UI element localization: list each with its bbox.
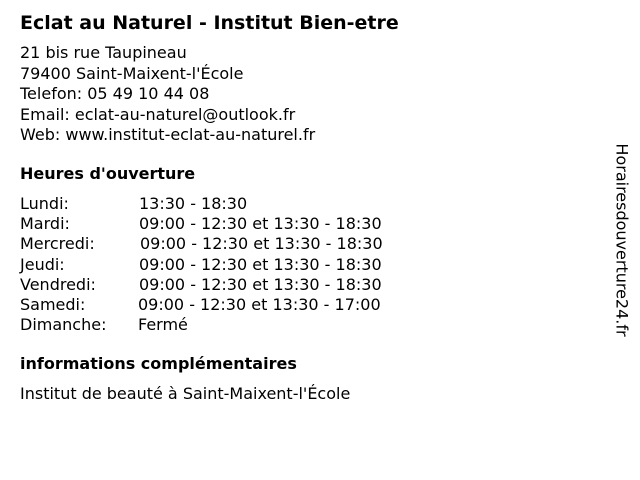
additional-info-heading: informations complémentaires bbox=[20, 354, 297, 373]
time-range: 09:00 - 12:30 et 13:30 - 18:30 bbox=[139, 254, 382, 274]
phone-number: Telefon: 05 49 10 44 08 bbox=[20, 84, 210, 103]
time-range: 13:30 - 18:30 bbox=[139, 194, 248, 213]
business-title: Eclat au Naturel - Institut Bien-etre bbox=[20, 12, 399, 34]
day-label: Mercredi: bbox=[20, 234, 95, 254]
day-label: Vendredi: bbox=[20, 274, 96, 294]
time-range: 09:00 - 12:30 et 13:30 - 18:30 bbox=[140, 234, 383, 254]
day-label: Dimanche: bbox=[20, 315, 107, 335]
time-range: 09:00 - 12:30 et 13:30 - 17:00 bbox=[138, 294, 381, 314]
time-range: 09:00 - 12:30 et 13:30 - 18:30 bbox=[139, 274, 382, 294]
day-label: Jeudi: bbox=[20, 254, 65, 274]
time-range: 09:00 - 12:30 et 13:30 - 18:30 bbox=[139, 214, 382, 234]
time-range: Fermé bbox=[138, 315, 188, 335]
address-block bbox=[20, 43, 315, 146]
day-label: Samedi: bbox=[20, 294, 86, 314]
site-brand-vertical: Horairesdouverture24.fr bbox=[612, 143, 632, 337]
opening-hours-heading: Heures d'ouverture bbox=[20, 164, 196, 183]
website-address: Web: www.institut-eclat-au-naturel.fr bbox=[20, 125, 316, 144]
additional-info-text: Institut de beauté à Saint-Maixent-l'École bbox=[20, 384, 351, 403]
day-label: Lundi: bbox=[20, 194, 69, 213]
city-address: 79400 Saint-Maixent-l'École bbox=[20, 63, 244, 83]
email-address: Email: eclat-au-naturel@outlook.fr bbox=[20, 104, 296, 124]
street-address: 21 bis rue Taupineau bbox=[20, 43, 187, 62]
day-label: Mardi: bbox=[20, 214, 70, 234]
